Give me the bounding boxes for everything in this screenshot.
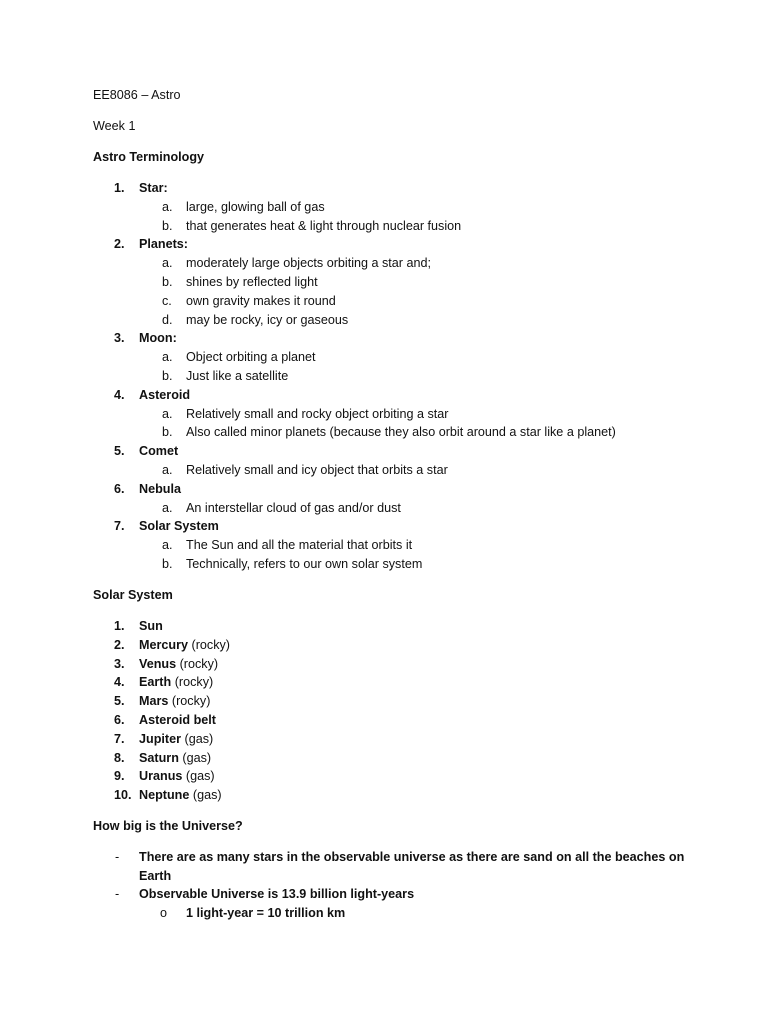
item-number: 6. (114, 482, 125, 496)
planet-entry (139, 767, 215, 786)
term-item (0, 235, 768, 254)
sub-letter: b. (162, 557, 173, 571)
sub-letter: a. (162, 501, 173, 515)
item-number: 10. (114, 788, 132, 802)
planet-entry (139, 749, 211, 768)
definition-text: may be rocky, icy or gaseous (186, 313, 349, 327)
planet-name: Mercury (139, 638, 188, 652)
planet-item (0, 673, 768, 692)
planet-name: Uranus (139, 769, 183, 783)
term-definition (0, 348, 768, 367)
sub-letter: b. (162, 425, 173, 439)
item-number: 6. (114, 713, 125, 727)
bullet-text: Observable Universe is 13.9 billion light-years (139, 887, 415, 901)
term-item (0, 329, 768, 348)
section-heading-universe: How big is the Universe? (93, 819, 243, 833)
item-number: 5. (114, 444, 125, 458)
definition-text: Technically, refers to our own solar system (186, 557, 423, 571)
term-item (0, 442, 768, 461)
term-definition (0, 461, 768, 480)
planet-type: (gas) (178, 751, 212, 765)
definition-text: that generates heat & light through nuclear fusion (186, 219, 462, 233)
planet-entry (139, 636, 230, 655)
sub-letter: c. (162, 294, 172, 308)
sub-letter: a. (162, 350, 173, 364)
term-item (0, 179, 768, 198)
planet-item (0, 636, 768, 655)
term-definition (0, 217, 768, 236)
planet-type: (gas) (182, 769, 215, 783)
definition-text: Also called minor planets (because they also orbit around a star like a planet) (186, 425, 616, 439)
term-label: Comet (139, 444, 179, 458)
bullet-dash: - (115, 887, 120, 901)
definition-text: large, glowing ball of gas (186, 200, 325, 214)
planet-name: Neptune (139, 788, 190, 802)
term-label: Solar System (139, 519, 219, 533)
definition-text: Just like a satellite (186, 369, 289, 383)
term-definition (0, 311, 768, 330)
term-label: Planets: (139, 237, 188, 251)
item-number: 3. (114, 657, 125, 671)
planet-entry (139, 730, 213, 749)
definition-text: An interstellar cloud of gas and/or dust (186, 501, 401, 515)
course-title: EE8086 – Astro (93, 88, 181, 102)
planet-item (0, 767, 768, 786)
list-item (0, 885, 768, 904)
sub-bullet-text: 1 light-year = 10 trillion km (186, 906, 346, 920)
term-item (0, 480, 768, 499)
planet-name: Sun (139, 619, 163, 633)
list-item (0, 848, 768, 883)
planet-type: (rocky) (176, 657, 219, 671)
planet-entry (139, 692, 210, 711)
term-definition (0, 499, 768, 518)
definition-text: shines by reflected light (186, 275, 318, 289)
sub-letter: b. (162, 219, 173, 233)
sub-letter: b. (162, 369, 173, 383)
definition-text: Relatively small and rocky object orbiting a star (186, 407, 449, 421)
week-label: Week 1 (93, 119, 136, 133)
definition-text: own gravity makes it round (186, 294, 336, 308)
item-number: 5. (114, 694, 125, 708)
item-number: 7. (114, 519, 125, 533)
item-number: 3. (114, 331, 125, 345)
planet-item (0, 749, 768, 768)
item-number: 9. (114, 769, 125, 783)
planet-item (0, 617, 768, 636)
term-label: Nebula (139, 482, 181, 496)
sub-letter: d. (162, 313, 173, 327)
planet-type: (gas) (189, 788, 222, 802)
definition-text: The Sun and all the material that orbits it (186, 538, 413, 552)
planet-name: Earth (139, 675, 172, 689)
planet-name: Venus (139, 657, 177, 671)
bullet-text: There are as many stars in the observable universe as there are sand on all the beaches on Earth (139, 850, 685, 883)
term-label: Star: (139, 181, 168, 195)
item-number: 4. (114, 675, 125, 689)
term-item (0, 517, 768, 536)
planet-entry (139, 655, 218, 674)
term-definition (0, 198, 768, 217)
planet-entry (139, 673, 213, 692)
planet-name: Saturn (139, 751, 179, 765)
planet-name: Asteroid belt (139, 713, 216, 727)
term-definition (0, 536, 768, 555)
term-definition (0, 254, 768, 273)
planet-type: (rocky) (171, 675, 214, 689)
planet-item (0, 730, 768, 749)
item-number: 7. (114, 732, 125, 746)
planet-item (0, 692, 768, 711)
term-item (0, 386, 768, 405)
term-definition (0, 367, 768, 386)
bullet-circle: o (160, 906, 168, 920)
sub-letter: a. (162, 200, 173, 214)
item-number: 4. (114, 388, 125, 402)
item-number: 8. (114, 751, 125, 765)
planet-type: (rocky) (188, 638, 230, 652)
bullet-dash: - (115, 850, 120, 864)
term-label: Moon: (139, 331, 177, 345)
planet-entry (139, 617, 163, 636)
item-number: 1. (114, 181, 125, 195)
sub-letter: b. (162, 275, 173, 289)
sub-letter: a. (162, 538, 173, 552)
section-heading-solar-system: Solar System (93, 588, 173, 602)
term-definition (0, 405, 768, 424)
sub-letter: a. (162, 256, 173, 270)
definition-text: Relatively small and icy object that orbits a star (186, 463, 448, 477)
planet-type: (gas) (181, 732, 214, 746)
planet-name: Jupiter (139, 732, 181, 746)
planet-entry (139, 711, 216, 730)
planet-item (0, 711, 768, 730)
term-definition (0, 292, 768, 311)
term-definition (0, 555, 768, 574)
planet-item (0, 786, 768, 805)
term-definition (0, 273, 768, 292)
planet-type: (rocky) (168, 694, 211, 708)
planet-item (0, 655, 768, 674)
planet-entry (139, 786, 222, 805)
definition-text: Object orbiting a planet (186, 350, 316, 364)
sub-letter: a. (162, 463, 173, 477)
definition-text: moderately large objects orbiting a star and; (186, 256, 432, 270)
list-item (0, 904, 768, 923)
section-heading-terminology: Astro Terminology (93, 150, 205, 164)
sub-letter: a. (162, 407, 173, 421)
planet-name: Mars (139, 694, 169, 708)
term-definition (0, 423, 768, 442)
item-number: 2. (114, 638, 125, 652)
term-label: Asteroid (139, 388, 191, 402)
item-number: 1. (114, 619, 125, 633)
item-number: 2. (114, 237, 125, 251)
